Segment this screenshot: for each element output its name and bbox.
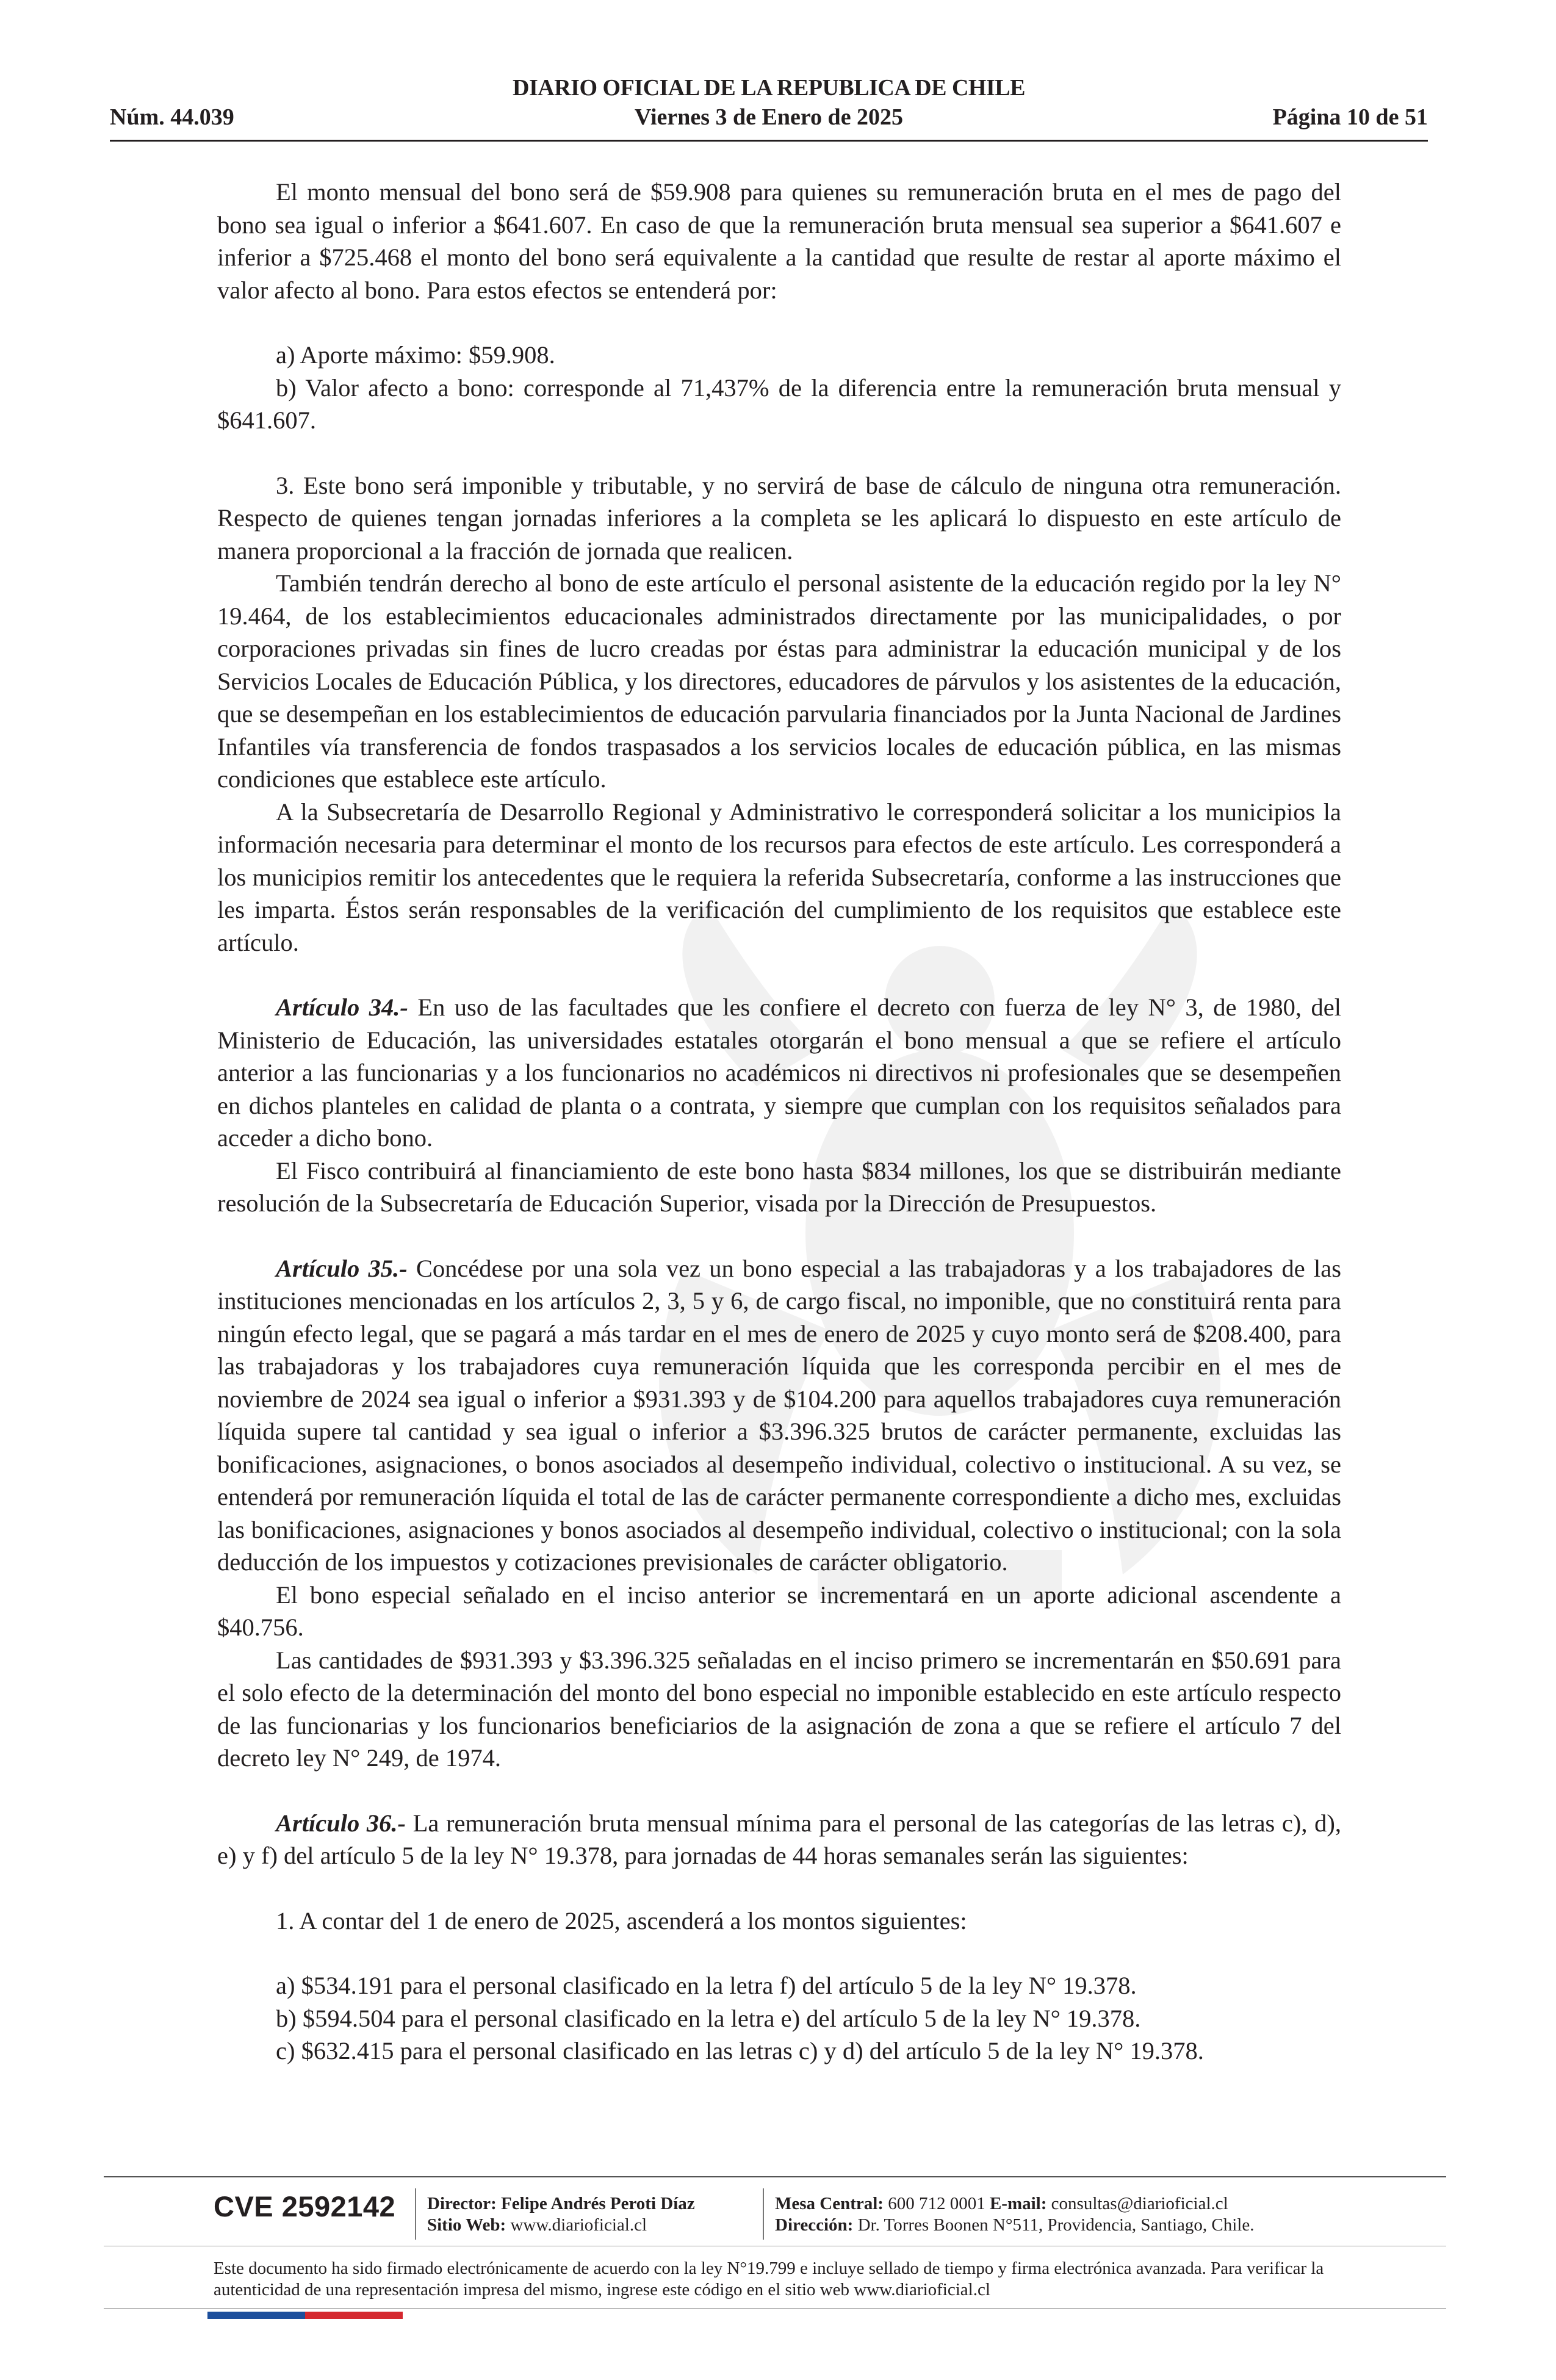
email-link[interactable]: consultas@diarioficial.cl [1051,2194,1228,2213]
direccion-label: Dirección: [775,2215,854,2235]
article-heading: Artículo 36.- [276,1809,406,1837]
newspaper-title: DIARIO OFICIAL DE LA REPUBLICA DE CHILE [513,75,1025,101]
flag-blue [207,2312,305,2319]
director-label: Director: [427,2194,497,2213]
footer-separator [415,2188,416,2240]
flag-red [305,2312,403,2319]
footer-separator [763,2188,764,2240]
issue-number: Núm. 44.039 [110,104,234,130]
paragraph: El bono especial señalado en el inciso anterior se incrementará en un aporte adicional ascendente a $40.756. [217,1581,1341,1641]
article-text: En uso de las facultades que les confiere el decreto con fuerza de ley N° 3, de 1980, del Ministerio de Educación, las universidades estatales otorgarán el bono mensual a que se refiere el artículo anterior a las funcionarias y a los funcionarios no académicos ni directivos ni profesionales que se desempeñen en dichos planteles en calidad de planta o a contrata, y siempre que cumplan con los requisitos señalados para acceder a dicho bono. [217,993,1341,1152]
email-label: E-mail: [989,2194,1047,2213]
document-body [217,176,1341,2068]
paragraph: El Fisco contribuirá al financiamiento de este bono hasta $834 millones, los que se distribuirán mediante resolución de la Subsecretaría de Educación Superior, visada por la Dirección de Presupuestos. [217,1156,1341,1217]
web-label: Sitio Web: [427,2215,506,2235]
list-item: b) $594.504 para el personal clasificado en la letra e) del artículo 5 de la ley N° 19.378. [276,2004,1141,2032]
footer-divider-top [104,2176,1446,2177]
mesa-phone: 600 712 0001 [888,2194,985,2213]
footer-contact-block [775,2193,1254,2236]
page-header [110,74,1428,142]
mesa-label: Mesa Central: [775,2194,884,2213]
paragraph: A la Subsecretaría de Desarrollo Regional y Administrativo le corresponderá solicitar a los municipios la información necesaria para determinar el monto de los recursos para efectos de este artículo. Les corresponderá a los municipios remitir los antecedentes que le requiera la referida Subsecretaría, conforme a las instrucciones que les imparta. Éstos serán responsables de la verificación del cumplimiento de los requisitos que establece este artículo. [217,798,1341,956]
page-number: Página 10 de 51 [1272,104,1428,130]
web-link[interactable]: www.diarioficial.cl [510,2215,647,2235]
signature-note: Este documento ha sido firmado electrónicamente de acuerdo con la ley N°19.799 e incluye sellado de tiempo y firma electrónica avanzada. Para verificar la autenticidad de una representación impresa del mismo, ingrese este código en el sitio web www.diarioficial.cl [214,2259,1324,2299]
header-divider [110,140,1428,142]
list-item: c) $632.415 para el personal clasificado en las letras c) y d) del artículo 5 de la ley N° 19.378. [276,2037,1204,2064]
paragraph: Las cantidades de $931.393 y $3.396.325 señaladas en el inciso primero se incrementarán en $50.691 para el solo efecto de la determinación del monto del bono especial no imponible establecido en este artículo respecto de las funcionarias y los funcionarios beneficiarios de la asignación de zona a que se refiere el artículo 7 del decreto ley N° 249, de 1974. [217,1646,1341,1772]
footer-director-block [427,2193,695,2236]
paragraph: También tendrán derecho al bono de este artículo el personal asistente de la educación regido por la ley N° 19.464, de los establecimientos educacionales administrados directamente por las municipalidades, o por corporaciones privadas sin fines de lucro creadas por éstas para administrar la educación municipal y de los Servicios Locales de Educación Pública, y los directores, educadores de párvulos y los asistentes de la educación, que se desempeñan en los establecimientos de educación parvularia financiados por la Junta Nacional de Jardines Infantiles vía transferencia de fondos traspasados a los servicios locales de educación pública, en las mismas condiciones que establece este artículo. [217,569,1341,793]
issue-date: Viernes 3 de Enero de 2025 [634,104,904,130]
paragraph: El monto mensual del bono será de $59.908 para quienes su remuneración bruta en el mes de pago del bono sea igual o inferior a $641.607. En caso de que la remuneración bruta mensual sea superior a $641.607 e inferior a $725.468 el monto del bono será equivalente a la cantidad que resulte de restar al aporte máximo el valor afecto al bono. Para estos efectos se entenderá por: [217,178,1341,304]
footer-divider-bottom [104,2308,1446,2309]
list-item: b) Valor afecto a bono: corresponde al 71,437% de la diferencia entre la remuneración bruta mensual y $641.607. [217,373,1341,434]
article-text: Concédese por una sola vez un bono especial a las trabajadoras y a los trabajadores de las instituciones mencionadas en los artículos 2, 3, 5 y 6, de cargo fiscal, no imponible, que no constituirá renta para ningún efecto legal, que se pagará a más tardar en el mes de enero de 2025 y cuyo monto será de $208.400, para las trabajadoras y los trabajadores cuya remuneración líquida que les corresponda percibir en el mes de noviembre de 2024 sea igual o inferior a $931.393 y de $104.200 para aquellos trabajadores cuya remuneración líquida supere tal cantidad y sea igual o inferior a $3.396.325 brutos de carácter permanente, excluidas las bonificaciones, asignaciones, o bonos asociados al desempeño individual, colectivo o institucional. A su vez, se entenderá por remuneración líquida el total de las de carácter permanente correspondiente a dicho mes, excluidas las bonificaciones, asignaciones y bonos asociados al desempeño individual, colectivo o institucional; con la sola deducción de los impuestos y cotizaciones previsionales de carácter obligatorio. [217,1254,1341,1576]
article-text: La remuneración bruta mensual mínima para el personal de las categorías de las letras c), d), e) y f) del artículo 5 de la ley N° 19.378, para jornadas de 44 horas semanales serán las siguientes: [217,1809,1341,1869]
cve-code: CVE 2592142 [214,2190,396,2223]
paragraph: 3. Este bono será imponible y tributable, y no servirá de base de cálculo de ninguna otra remuneración. Respecto de quienes tengan jornadas inferiores a la completa se les aplicará lo dispuesto en este artículo de manera proporcional a la fracción de jornada que realicen. [217,471,1341,564]
list-item: 1. A contar del 1 de enero de 2025, ascenderá a los montos siguientes: [276,1906,967,1935]
article-36 [217,1807,1341,1872]
article-heading: Artículo 35.- [276,1254,408,1282]
director-name: Felipe Andrés Peroti Díaz [501,2194,695,2213]
list-item: a) Aporte máximo: $59.908. [276,341,555,369]
article-35 [217,1252,1341,1579]
direccion-value: Dr. Torres Boonen N°511, Providencia, Santiago, Chile. [857,2215,1255,2235]
article-34 [217,991,1341,1155]
list-item: a) $534.191 para el personal clasificado en la letra f) del artículo 5 de la ley N° 19.378. [276,1972,1137,1999]
article-heading: Artículo 34.- [276,993,408,1021]
